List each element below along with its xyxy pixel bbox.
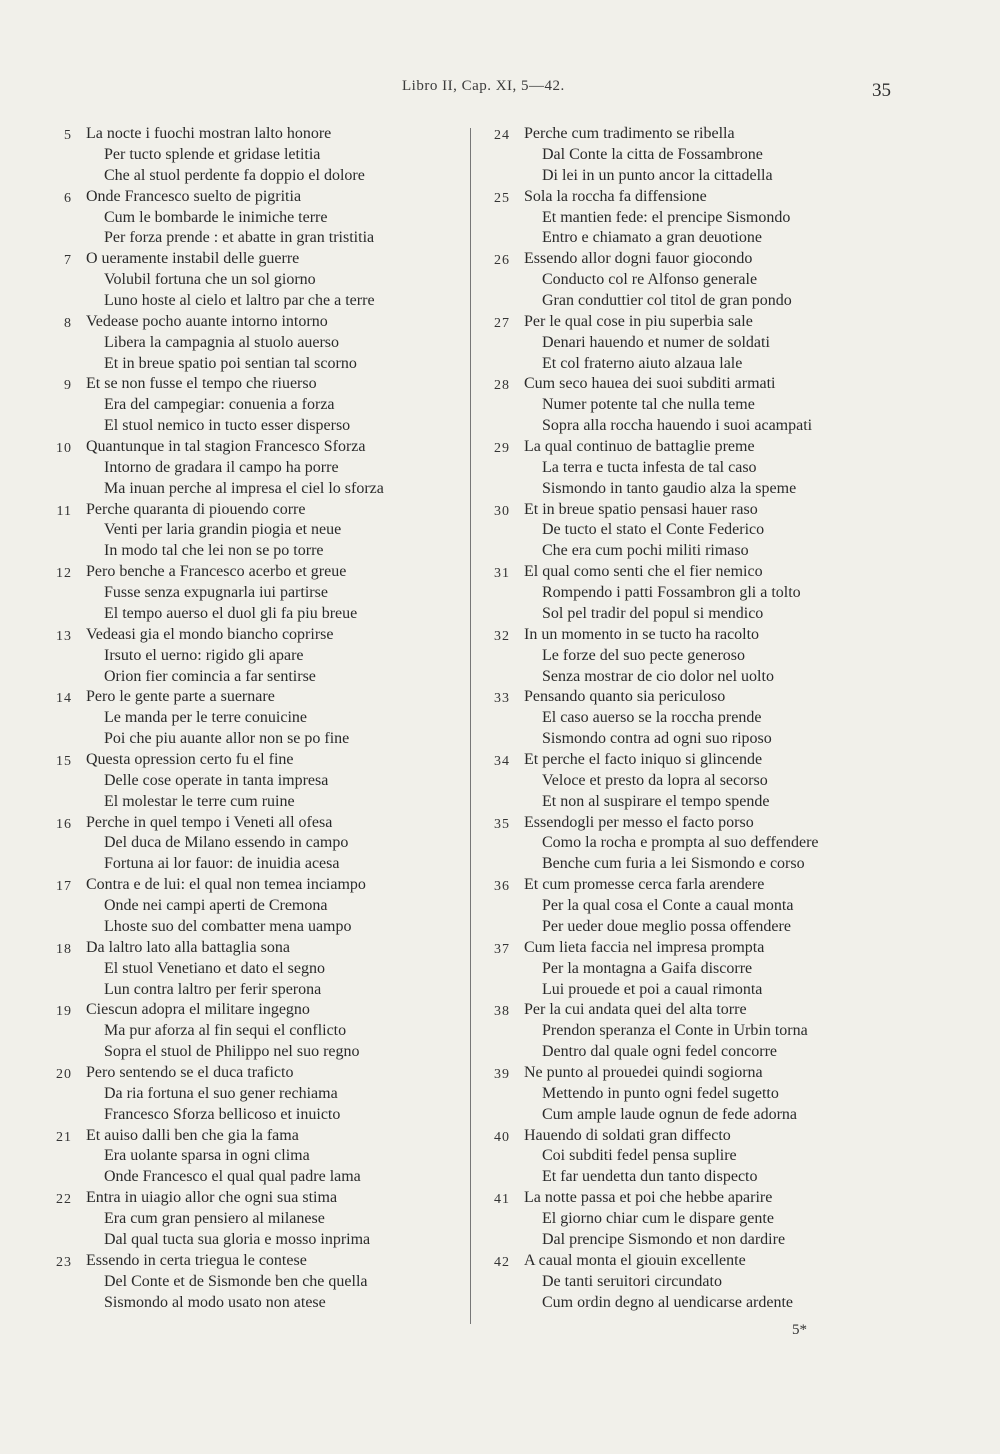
stanza [478,1251,898,1314]
verse-line: Conducto col re Alfonso generale [542,271,758,289]
verse-line: Entro e chiamato a gran deuotione [542,229,762,247]
verse-line: Cum ordin degno al uendicarse ardente [542,1293,794,1311]
verse-line: Per la montagna a Gaifa discorre [542,959,753,977]
verse-line: Sismondo contra ad ogni suo riposo [542,730,772,748]
verse-line: Vedease pocho auante intorno intorno [86,312,328,330]
stanza [40,312,460,375]
stanza-number: 16 [56,816,72,832]
page-header [0,78,1000,102]
verse-line: Et auiso dalli ben che gia la fama [86,1126,299,1144]
verse-line: La terra e tucta infesta de tal caso [542,458,757,476]
verse-line: Sopra el stuol de Philippo nel suo regno [104,1043,360,1061]
stanza [40,374,460,437]
stanza-number: 22 [56,1192,72,1208]
stanza [40,938,460,1001]
stanza [40,1188,460,1251]
verse-line: Dal qual tucta sua gloria e mosso inprima [104,1230,371,1248]
verse-line: Lui prouede et poi a caual rimonta [542,980,763,998]
verse-line: Da laltro lato alla battaglia sona [86,938,290,956]
stanza [478,500,898,563]
verse-line: Et in breue spatio pensasi hauer raso [524,500,758,518]
stanza [40,562,460,625]
stanza-number: 28 [494,378,510,394]
stanza-number: 36 [494,879,510,895]
verse-line: Onde Francesco el qual qual padre lama [104,1168,361,1186]
stanza-number: 9 [64,378,72,394]
verse-line: Da ria fortuna el suo gener rechiama [104,1084,338,1102]
verse-line: Sola la roccha fa diffensione [524,187,707,205]
verse-line: Volubil fortuna che un sol giorno [104,271,316,289]
verse-line: Onde nei campi aperti de Cremona [104,897,328,915]
stanza-number: 42 [494,1254,510,1270]
verse-line: Et far uendetta dun tanto dispecto [542,1168,758,1186]
verse-line: Dal prencipe Sismondo et non dardire [542,1230,786,1248]
stanza [40,750,460,813]
verse-line: Perche quaranta di piouendo corre [86,500,306,518]
stanza-number: 23 [56,1254,72,1270]
verse-line: El giorno chiar cum le dispare gente [542,1210,774,1227]
verse-line: Cum lieta faccia nel impresa prompta [524,938,765,956]
stanza-number: 40 [494,1129,510,1145]
verse-line: El qual como senti che el fier nemico [524,563,763,581]
verse-line: O ueramente instabil delle guerre [86,250,300,268]
verse-line: Hauendo di soldati gran diffecto [524,1126,731,1144]
verse-line: A caual monta el giouin excellente [524,1251,746,1269]
verse-line: Pero sentendo se el duca traficto [86,1063,294,1081]
verse-line: Numer potente tal che nulla teme [542,396,755,414]
verse-line: Lhoste suo del combatter mena uampo [104,917,352,935]
verse-line: Venti per laria grandin piogia et neue [104,521,342,539]
verse-line: Era cum gran pensiero al milanese [104,1210,325,1227]
verse-line: Libera la campagnia al stuolo auerso [104,333,340,351]
stanza [40,1063,460,1126]
verse-line: El tempo auerso el duol gli fa piu breue [104,604,358,622]
stanza-number: 11 [56,503,72,519]
stanza-number: 5 [64,128,72,143]
stanza-number: 39 [494,1066,510,1082]
stanza-number: 32 [494,628,510,644]
verse-line: Dal Conte la citta de Fossambrone [542,145,763,163]
stanza [40,1126,460,1189]
verse-line: Coi subditi fedel pensa suplire [542,1147,737,1165]
verse-line: Pero benche a Francesco acerbo et greue [86,563,347,581]
stanza-number: 20 [56,1066,72,1082]
verse-line: De tucto el stato el Conte Federico [542,521,765,539]
verse-line: Intorno de gradara il campo ha porre [104,458,339,476]
stanza [478,938,898,1001]
verse-line: Le manda per le terre conuicine [104,709,307,727]
stanza-number: 18 [56,941,72,957]
right-text-column [478,124,898,1313]
stanza-number: 13 [56,628,72,644]
page-number: 35 [872,80,891,101]
stanza-number: 26 [494,253,510,269]
stanza [478,374,898,437]
verse-line: Sopra alla roccha hauendo i suoi acampati [542,417,813,435]
verse-line: Et non al suspirare el tempo spende [542,792,770,810]
stanza [478,625,898,688]
stanza [478,1000,898,1063]
verse-line: Di lei in un punto ancor la cittadella [542,166,773,184]
stanza [478,249,898,312]
verse-line: Che era cum pochi militi rimaso [542,542,749,560]
verse-line: Ciescun adopra el militare ingegno [86,1001,310,1019]
stanza-number: 31 [494,566,510,582]
verse-line: Sol pel tradir del popul si mendico [542,604,764,622]
verse-line: Veloce et presto da lopra al secorso [542,771,768,789]
column-divider [470,128,471,1324]
stanza-number: 27 [494,315,510,331]
stanza-number: 8 [64,315,72,331]
verse-line: Quantunque in tal stagion Francesco Sforza [86,437,366,455]
verse-line: Ma inuan perche al impresa el ciel lo sforza [104,479,384,497]
stanza [40,1000,460,1063]
stanza-number: 7 [64,253,72,269]
verse-line: El molestar le terre cum ruine [104,792,295,810]
verse-line: Irsuto el uerno: rigido gli apare [104,646,304,664]
verse-line: Per forza prende : et abatte in gran tristitia [104,229,375,247]
stanza [40,187,460,250]
verse-line: Fortuna ai lor fauor: de inuidia acesa [104,855,340,873]
stanza [478,187,898,250]
stanza [478,437,898,500]
verse-line: Et perche el facto iniquo si glincende [524,750,763,768]
verse-line: Lun contra laltro per ferir sperona [104,980,322,998]
verse-line: Essendogli per messo el facto porso [524,813,754,831]
verse-line: La notte passa et poi che hebbe aparire [524,1189,773,1207]
verse-line: Cum seco hauea dei suoi subditi armati [524,375,776,393]
verse-line: Del Conte et de Sismonde ben che quella [104,1272,368,1290]
stanza-number: 19 [56,1004,72,1020]
verse-line: Ma pur aforza al fin sequi el conflicto [104,1022,347,1040]
stanza-number: 10 [56,440,72,456]
stanza [40,249,460,312]
stanza [478,813,898,876]
stanza [40,500,460,563]
signature-mark: 5* [792,1322,807,1338]
stanza-number: 38 [494,1004,510,1020]
verse-line: Benche cum furia a lei Sismondo e corso [542,855,805,873]
verse-line: Vedeasi gia el mondo biancho coprirse [86,625,334,643]
stanza [478,124,898,187]
stanza [478,875,898,938]
verse-line: Le forze del suo pecte generoso [542,646,746,664]
verse-line: Essendo in certa triegua le contese [86,1251,307,1269]
stanza [478,1188,898,1251]
verse-line: De tanti seruitori circundato [542,1272,722,1290]
verse-line: Et mantien fede: el prencipe Sismondo [542,208,791,226]
stanza-number: 25 [494,190,510,206]
verse-line: Per la cui andata quei del alta torre [524,1001,747,1019]
verse-line: Francesco Sforza bellicoso et inuicto [104,1105,341,1123]
verse-line: Cum le bombarde le inimiche terre [104,208,328,226]
verse-line: El stuol Venetiano et dato el segno [104,959,325,977]
verse-line: La nocte i fuochi mostran lalto honore [86,125,332,142]
verse-line: Poi che piu auante allor non se po fine [104,730,350,748]
verse-line: Pero le gente parte a suernare [86,688,275,706]
stanza-number: 30 [494,503,510,519]
stanza [40,687,460,750]
stanza [40,1251,460,1314]
verse-line: Denari hauendo et numer de soldati [542,333,770,351]
verse-line: El caso auerso se la roccha prende [542,709,762,727]
stanza-number: 41 [494,1192,510,1208]
verse-line: Entra in uiagio allor che ogni sua stima [86,1189,338,1207]
verse-line: Como la rocha e prompta al suo deffendere [542,834,819,852]
verse-line: Pensando quanto sia periculoso [524,688,726,706]
verse-line: Rompendo i patti Fossambron gli a tolto [542,584,801,602]
stanza [478,750,898,813]
stanza-number: 24 [494,128,510,143]
verse-line: Dentro dal quale ogni fedel concorre [542,1043,778,1061]
verse-line: Per tucto splende et gridase letitia [104,145,321,163]
stanza-number: 15 [56,753,72,769]
stanza-number: 37 [494,941,510,957]
stanza-number: 35 [494,816,510,832]
left-text-column [40,124,460,1313]
stanza-number: 14 [56,691,72,707]
stanza [478,562,898,625]
verse-line: Perche in quel tempo i Veneti all ofesa [86,813,333,831]
stanza [40,437,460,500]
verse-line: Contra e de lui: el qual non temea inciampo [86,876,366,894]
verse-line: Et se non fusse el tempo che riuerso [86,375,317,393]
stanza [40,625,460,688]
verse-line: Questa opression certo fu el fine [86,750,294,768]
verse-line: Prendon speranza el Conte in Urbin torna [542,1022,808,1040]
verse-line: Era del campegiar: conuenia a forza [104,396,335,414]
verse-line: Orion fier comincia a far sentirse [104,667,316,685]
verse-line: Et cum promesse cerca farla arendere [524,876,765,894]
verse-line: Per la qual cosa el Conte a caual monta [542,897,794,915]
stanza [478,1126,898,1189]
stanza [478,1063,898,1126]
verse-line: Fusse senza expugnarla iui partirse [104,584,328,602]
stanza-number: 34 [494,753,510,769]
verse-line: Essendo allor dogni fauor giocondo [524,250,753,268]
verse-line: Et col fraterno aiuto alzaua lale [542,354,743,372]
verse-line: Delle cose operate in tanta impresa [104,771,329,789]
running-head: Libro II, Cap. XI, 5—42. [402,78,565,94]
stanza-number: 6 [64,190,72,206]
verse-line: Cum ample laude ognun de fede adorna [542,1105,798,1123]
verse-line: Senza mostrar de cio dolor nel uolto [542,667,774,685]
verse-line: Ne punto al prouedei quindi sogiorna [524,1063,763,1081]
verse-line: La qual continuo de battaglie preme [524,437,755,455]
verse-line: Del duca de Milano essendo in campo [104,834,349,852]
stanza-number: 33 [494,691,510,707]
verse-line: Per ueder doue meglio possa offendere [542,917,791,935]
stanza-number: 21 [56,1129,72,1145]
stanza-number: 29 [494,440,510,456]
verse-line: Mettendo in punto ogni fedel sugetto [542,1084,779,1102]
stanza-number: 17 [56,879,72,895]
verse-line: Che al stuol perdente fa doppio el dolore [104,166,365,184]
verse-line: Et in breue spatio poi sentian tal scorno [104,354,357,372]
stanza [40,875,460,938]
stanza [478,312,898,375]
verse-line: Sismondo in tanto gaudio alza la speme [542,479,797,497]
verse-line: Onde Francesco suelto de pigritia [86,187,302,205]
verse-line: In modo tal che lei non se po torre [104,542,324,560]
verse-line: Perche cum tradimento se ribella [524,125,735,142]
stanza-number: 12 [56,566,72,582]
verse-line: El stuol nemico in tucto esser disperso [104,417,351,435]
verse-line: In un momento in se tucto ha racolto [524,625,760,643]
verse-line: Per le qual cose in piu superbia sale [524,312,753,330]
stanza [478,687,898,750]
verse-line: Era uolante sparsa in ogni clima [104,1147,310,1165]
verse-line: Luno hoste al cielo et laltro par che a terre [104,292,375,309]
verse-line: Gran conduttier col titol de gran pondo [542,292,792,309]
stanza [40,124,460,187]
verse-line: Sismondo al modo usato non atese [104,1293,326,1311]
stanza [40,813,460,876]
